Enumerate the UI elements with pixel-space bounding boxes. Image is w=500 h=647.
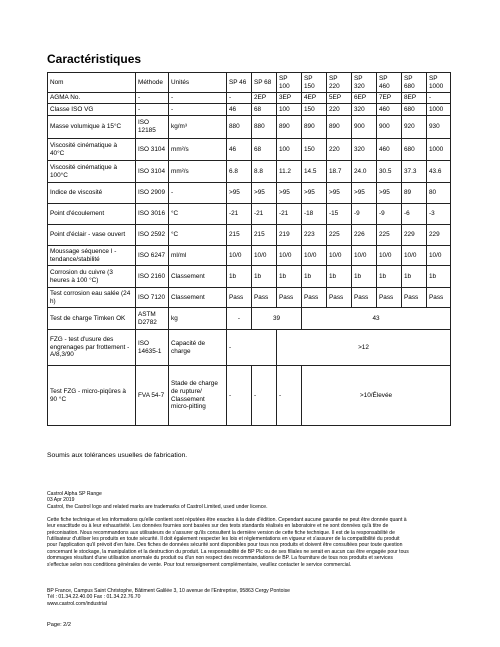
- property-name: Test FZG - micro-piqûres à 90 °C: [48, 366, 136, 426]
- value-cell: >95: [227, 183, 252, 204]
- column-header: SP 680: [402, 73, 427, 93]
- value-cell: 10/0: [227, 246, 252, 266]
- value-cell: 10/0: [277, 246, 302, 266]
- table-row: [48, 266, 451, 288]
- property-name: Viscosité cinématique à 40°C: [48, 139, 136, 161]
- test-method: -: [136, 93, 169, 104]
- value-cell: -9: [352, 204, 377, 225]
- property-name: Point d'écoulement: [48, 204, 136, 225]
- value-cell: 150: [302, 104, 327, 116]
- value-cell: 1000: [427, 139, 451, 161]
- unit: Classement: [169, 288, 227, 308]
- value-cell: 10/0: [352, 246, 377, 266]
- unit: °C: [169, 225, 227, 246]
- table-row: [48, 246, 451, 266]
- value-cell: 10/0: [402, 246, 427, 266]
- value-cell: 46: [227, 139, 252, 161]
- value-cell: 320: [352, 104, 377, 116]
- footer-line: Castrol, the Castrol logo and related marks are trademarks of Castrol Limited, used under licence.: [47, 503, 268, 510]
- value-cell: 890: [327, 116, 352, 139]
- value-cell: 10/0: [327, 246, 352, 266]
- unit: Capacité de charge: [169, 330, 227, 366]
- value-cell: 229: [402, 225, 427, 246]
- unit: -: [169, 93, 227, 104]
- property-name: Test corrosion eau salée (24 h): [48, 288, 136, 308]
- value-cell: 18.7: [327, 161, 352, 183]
- test-method: FVA 54-7: [136, 366, 169, 426]
- column-header: SP 460: [377, 73, 402, 93]
- property-name: Corrosion du cuivre (3 heures à 100 °C): [48, 266, 136, 288]
- value-cell: -21: [277, 204, 302, 225]
- column-header: SP 1000: [427, 73, 451, 93]
- value-cell: 39: [252, 308, 302, 330]
- test-method: ISO 7120: [136, 288, 169, 308]
- value-cell: Pass: [327, 288, 352, 308]
- test-method: ISO 14635-1: [136, 330, 169, 366]
- value-cell: 43.6: [427, 161, 451, 183]
- value-cell: -: [277, 366, 302, 426]
- table-row: [48, 93, 451, 104]
- unit: -: [169, 183, 227, 204]
- column-header: SP 100: [277, 73, 302, 93]
- value-cell: Pass: [427, 288, 451, 308]
- property-name: Classe ISO VG: [48, 104, 136, 116]
- unit: mm²/s: [169, 161, 227, 183]
- unit: ml/ml: [169, 246, 227, 266]
- unit: Classement: [169, 266, 227, 288]
- property-name: Indice de viscosité: [48, 183, 136, 204]
- table-row-timken: [48, 308, 451, 330]
- value-cell: 1b: [402, 266, 427, 288]
- value-cell: >95: [352, 183, 377, 204]
- value-cell: 1b: [377, 266, 402, 288]
- value-cell: -15: [327, 204, 352, 225]
- column-header: Méthode: [136, 73, 169, 93]
- value-cell: 900: [377, 116, 402, 139]
- disclaimer-line: l'utilisateur d'utiliser les produits en toute sécurité. Il doit également respecter les lois et réglementations en vigueur et s'assurer de la compatibilité du produit: [47, 536, 400, 543]
- value-cell: 320: [352, 139, 377, 161]
- table-row: [48, 104, 451, 116]
- column-header: SP 150: [302, 73, 327, 93]
- value-cell: 920: [402, 116, 427, 139]
- table-row-fzg: [48, 330, 451, 366]
- value-cell: Pass: [377, 288, 402, 308]
- disclaimer-line: dommages résultant d'une utilisation anormale du produit ou d'un non respect des recommandations de BP. La fourniture de tous nos produits et services: [47, 555, 393, 562]
- value-cell: 890: [302, 116, 327, 139]
- table-row: [48, 139, 451, 161]
- tolerance-note: Soumis aux tolérances usuelles de fabrication.: [47, 452, 188, 459]
- value-cell: 46: [227, 104, 252, 116]
- disclaimer-line: concernant le stockage, la manipulation et la destruction du produit. La responsabilité de BP Plc ou de ses filiales ne serait en aucun cas être engagée pour tous: [47, 548, 409, 555]
- value-cell: 6.8: [227, 161, 252, 183]
- value-cell: 10/0: [377, 246, 402, 266]
- column-header: SP 320: [352, 73, 377, 93]
- value-cell: 1b: [277, 266, 302, 288]
- value-cell: >95: [327, 183, 352, 204]
- unit: kg: [169, 308, 227, 330]
- table-row: [48, 116, 451, 139]
- value-cell: Pass: [352, 288, 377, 308]
- table-row: [48, 161, 451, 183]
- page-number: Page: 2/2: [47, 622, 71, 628]
- value-cell: 880: [252, 116, 277, 139]
- value-cell: Pass: [227, 288, 252, 308]
- value-cell: 80: [427, 183, 451, 204]
- value-cell: 5EP: [327, 93, 352, 104]
- disclaimer-line: préconisation. Nous recommandons aux utilisateurs de s'assurer qu'ils consultent la dernière version de cette fiche technique. Il est de la responsabilité de: [47, 529, 395, 536]
- test-method: ISO 2160: [136, 266, 169, 288]
- unit: Stade de charge de rupture/ Classement micro-pitting: [169, 366, 227, 426]
- value-cell: 219: [277, 225, 302, 246]
- value-cell: -: [227, 308, 252, 330]
- unit: kg/m³: [169, 116, 227, 139]
- test-method: ISO 3104: [136, 139, 169, 161]
- property-name: Masse volumique à 15°C: [48, 116, 136, 139]
- value-cell: 1b: [327, 266, 352, 288]
- value-cell: 460: [377, 139, 402, 161]
- value-cell: 30.5: [377, 161, 402, 183]
- value-cell: 10/0: [302, 246, 327, 266]
- test-method: ASTM D2782: [136, 308, 169, 330]
- property-name: Viscosité cinématique à 100°C: [48, 161, 136, 183]
- value-cell-merged: >12: [277, 330, 451, 366]
- value-cell: 8.8: [252, 161, 277, 183]
- value-cell: 68: [252, 139, 277, 161]
- value-cell: 215: [252, 225, 277, 246]
- value-cell: -21: [227, 204, 252, 225]
- column-header: Unités: [169, 73, 227, 93]
- table-row-micropitting: [48, 366, 451, 426]
- value-cell: 6EP: [352, 93, 377, 104]
- value-cell: 1b: [427, 266, 451, 288]
- footer-line: 03 Apr 2019: [47, 497, 75, 504]
- column-header: SP 68: [252, 73, 277, 93]
- value-cell-merged: >10/Élevée: [302, 366, 451, 426]
- disclaimer-line: leur exactitude ou à leur exhaustivité. Les données fournies sont basées sur des tests standards réalisés en laboratoire et ne sont données qu'à titre de: [47, 523, 389, 530]
- value-cell: Pass: [277, 288, 302, 308]
- website-link[interactable]: www.castrol.com/industrial: [47, 600, 108, 607]
- value-cell: 1000: [427, 104, 451, 116]
- value-cell: -3: [427, 204, 451, 225]
- value-cell: 37.3: [402, 161, 427, 183]
- test-method: ISO 3016: [136, 204, 169, 225]
- value-cell: 460: [377, 104, 402, 116]
- test-method: ISO 3104: [136, 161, 169, 183]
- characteristics-table: [47, 72, 451, 426]
- unit: °C: [169, 204, 227, 225]
- property-name: Test de charge Timken OK: [48, 308, 136, 330]
- value-cell: 8EP: [402, 93, 427, 104]
- value-cell: 225: [327, 225, 352, 246]
- value-cell: -: [427, 93, 451, 104]
- column-header: Nom: [48, 73, 136, 93]
- value-cell: Pass: [252, 288, 277, 308]
- value-cell: 229: [427, 225, 451, 246]
- table-header-row: [48, 73, 451, 93]
- value-cell: 89: [402, 183, 427, 204]
- value-cell: 226: [352, 225, 377, 246]
- value-cell: 14.5: [302, 161, 327, 183]
- value-cell: 890: [277, 116, 302, 139]
- value-cell: 100: [277, 104, 302, 116]
- value-cell: 68: [252, 104, 277, 116]
- value-cell: >95: [377, 183, 402, 204]
- value-cell: -21: [252, 204, 277, 225]
- column-header: SP 220: [327, 73, 352, 93]
- value-cell: 220: [327, 104, 352, 116]
- product-footer: [47, 491, 459, 510]
- value-cell: Pass: [302, 288, 327, 308]
- value-cell: -9: [377, 204, 402, 225]
- property-name: Moussage séquence I - tendance/stabilité: [48, 246, 136, 266]
- value-cell: -18: [302, 204, 327, 225]
- disclaimer-line: Cette fiche technique et les informations qu'elle contient sont réputées être exactes à la date d'édition. Cependant aucune garantie ne peut être donnée quant à: [47, 517, 407, 523]
- test-method: -: [136, 104, 169, 116]
- address-line: Tél : 01.34.22.40.00 Fax : 01.34.22.76.70: [47, 594, 141, 601]
- test-method: ISO 12185: [136, 116, 169, 139]
- value-cell: 680: [402, 139, 427, 161]
- table-row: [48, 225, 451, 246]
- company-address: [47, 588, 459, 607]
- value-cell-merged: 43: [302, 308, 451, 330]
- value-cell: 10/0: [252, 246, 277, 266]
- disclaimer: [47, 517, 459, 568]
- column-header: SP 46: [227, 73, 252, 93]
- value-cell: 680: [402, 104, 427, 116]
- value-cell: Pass: [402, 288, 427, 308]
- disclaimer-line: pour l'application qu'il prévoit d'en faire. Des fiches de données sécurité sont disponibles pour tous nos produits et doivent être consultées pour toute question: [47, 542, 403, 549]
- test-method: ISO 6247: [136, 246, 169, 266]
- value-cell: 24.0: [352, 161, 377, 183]
- property-name: FZG - test d'usure des engrenages par frottement - A/8,3/90: [48, 330, 136, 366]
- value-cell: 10/0: [427, 246, 451, 266]
- table-row: [48, 288, 451, 308]
- value-cell: -: [227, 93, 252, 104]
- value-cell: -: [227, 330, 277, 366]
- value-cell: -6: [402, 204, 427, 225]
- value-cell: 225: [377, 225, 402, 246]
- value-cell: >95: [277, 183, 302, 204]
- value-cell: -: [252, 366, 277, 426]
- value-cell: 100: [277, 139, 302, 161]
- value-cell: >95: [302, 183, 327, 204]
- value-cell: 7EP: [377, 93, 402, 104]
- value-cell: 3EP: [277, 93, 302, 104]
- value-cell: -: [227, 366, 252, 426]
- value-cell: 930: [427, 116, 451, 139]
- value-cell: 11.2: [277, 161, 302, 183]
- value-cell: 220: [327, 139, 352, 161]
- value-cell: 2EP: [252, 93, 277, 104]
- value-cell: 880: [227, 116, 252, 139]
- value-cell: 215: [227, 225, 252, 246]
- property-name: AGMA No.: [48, 93, 136, 104]
- address-line: BP France, Campus Saint Christophe, Bâtiment Galilée 3, 10 avenue de l'Entreprise, 95863 Cergy Pontoise: [47, 588, 290, 594]
- disclaimer-line: s'effectue selon nos conditions générales de vente. Pour tout renseignement complémentaire, veuillez contacter le service commercial.: [47, 561, 352, 568]
- unit: -: [169, 104, 227, 116]
- table-row: [48, 204, 451, 225]
- property-name: Point d'éclair - vase ouvert: [48, 225, 136, 246]
- section-title: Caractéristiques: [47, 52, 142, 66]
- test-method: ISO 2909: [136, 183, 169, 204]
- value-cell: 4EP: [302, 93, 327, 104]
- value-cell: 900: [352, 116, 377, 139]
- value-cell: 1b: [227, 266, 252, 288]
- value-cell: 1b: [302, 266, 327, 288]
- value-cell: 150: [302, 139, 327, 161]
- footer-line: Castrol Alpha SP Range: [47, 491, 102, 497]
- unit: mm²/s: [169, 139, 227, 161]
- test-method: ISO 2592: [136, 225, 169, 246]
- value-cell: 1b: [352, 266, 377, 288]
- value-cell: >95: [252, 183, 277, 204]
- value-cell: 1b: [252, 266, 277, 288]
- value-cell: 223: [302, 225, 327, 246]
- table-row: [48, 183, 451, 204]
